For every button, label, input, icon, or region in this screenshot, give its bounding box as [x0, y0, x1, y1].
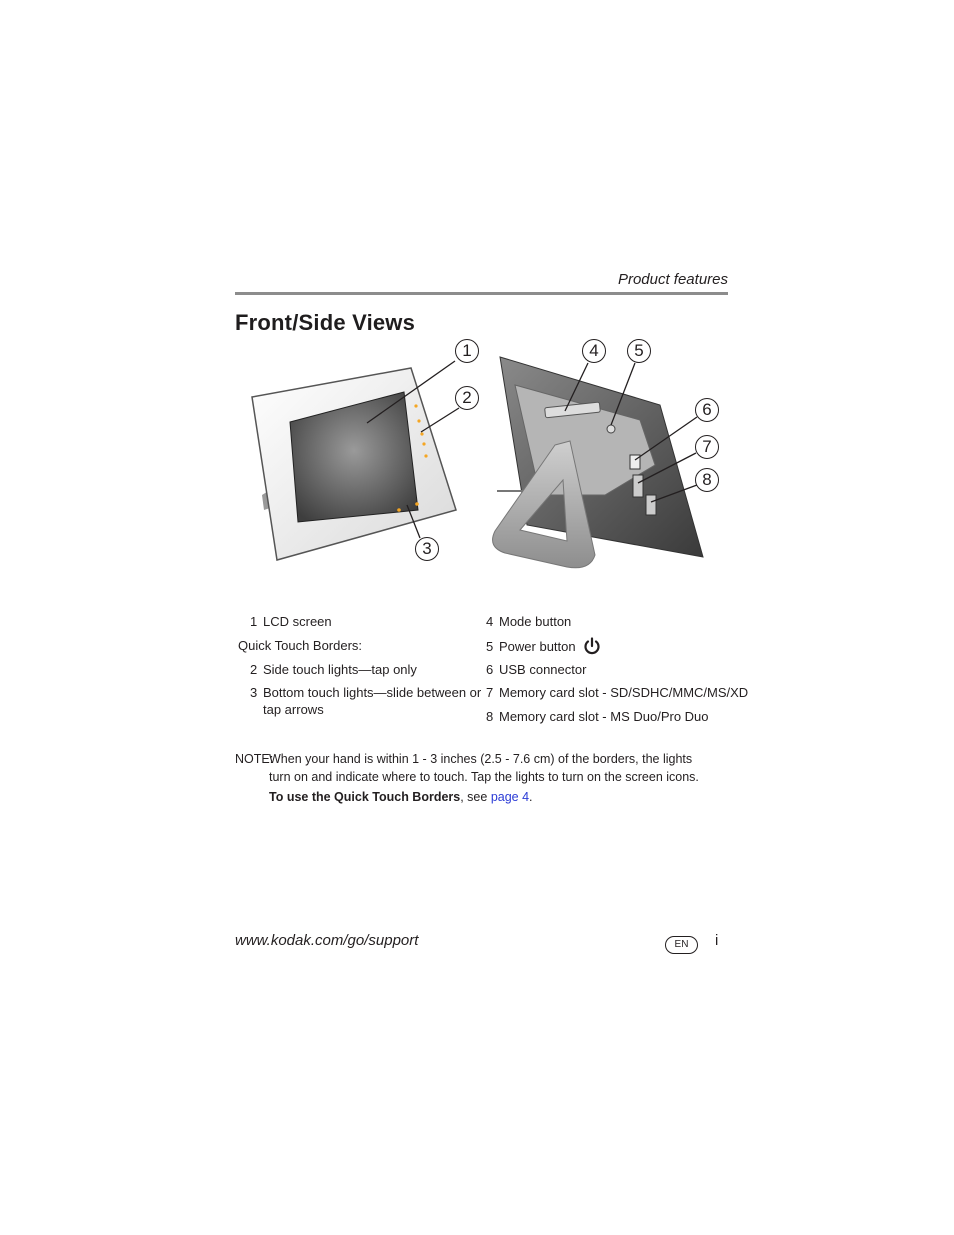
callout-3: 3: [415, 537, 439, 561]
feature-item: 5 Power button: [486, 637, 601, 656]
language-badge: EN: [665, 936, 698, 954]
callout-4: 4: [582, 339, 606, 363]
note-label: NOTE:: [235, 752, 274, 766]
feature-item: 2 Side touch lights—tap only: [250, 662, 417, 677]
note-text: When your hand is within 1 - 3 inches (2.5 - 7.6 cm) of the borders, the lights turn on and indicate where to touch. Tap the lights to turn on the screen icons.: [269, 752, 699, 784]
callout-5: 5: [627, 339, 651, 363]
feature-item: 6 USB connector: [486, 662, 587, 677]
page-title: Front/Side Views: [235, 310, 416, 335]
page-number: i: [715, 932, 719, 949]
callout-2: 2: [455, 386, 479, 410]
front-view-illustration: [240, 360, 470, 570]
feature-item: 8 Memory card slot - MS Duo/Pro Duo: [486, 709, 709, 724]
callout-8: 8: [695, 468, 719, 492]
section-header: Product features: [617, 271, 728, 288]
feature-item: 1 LCD screen: [250, 614, 332, 629]
feature-heading: Quick Touch Borders:: [238, 638, 363, 653]
feature-item: 4 Mode button: [486, 614, 572, 629]
support-url[interactable]: www.kodak.com/go/support: [235, 932, 419, 949]
callout-6: 6: [695, 398, 719, 422]
page-link[interactable]: page 4: [490, 790, 530, 804]
header-rule: [235, 292, 728, 295]
feature-item: 3 Bottom touch lights—slide between or tap arrows: [250, 685, 482, 717]
callout-1: 1: [455, 339, 479, 363]
feature-item: 7 Memory card slot - SD/SDHC/MMC/MS/XD: [486, 685, 749, 700]
callout-7: 7: [695, 435, 719, 459]
side-view-illustration: [485, 345, 710, 585]
power-icon: [583, 637, 601, 656]
note-bold: To use the Quick Touch Borders: [269, 790, 461, 804]
